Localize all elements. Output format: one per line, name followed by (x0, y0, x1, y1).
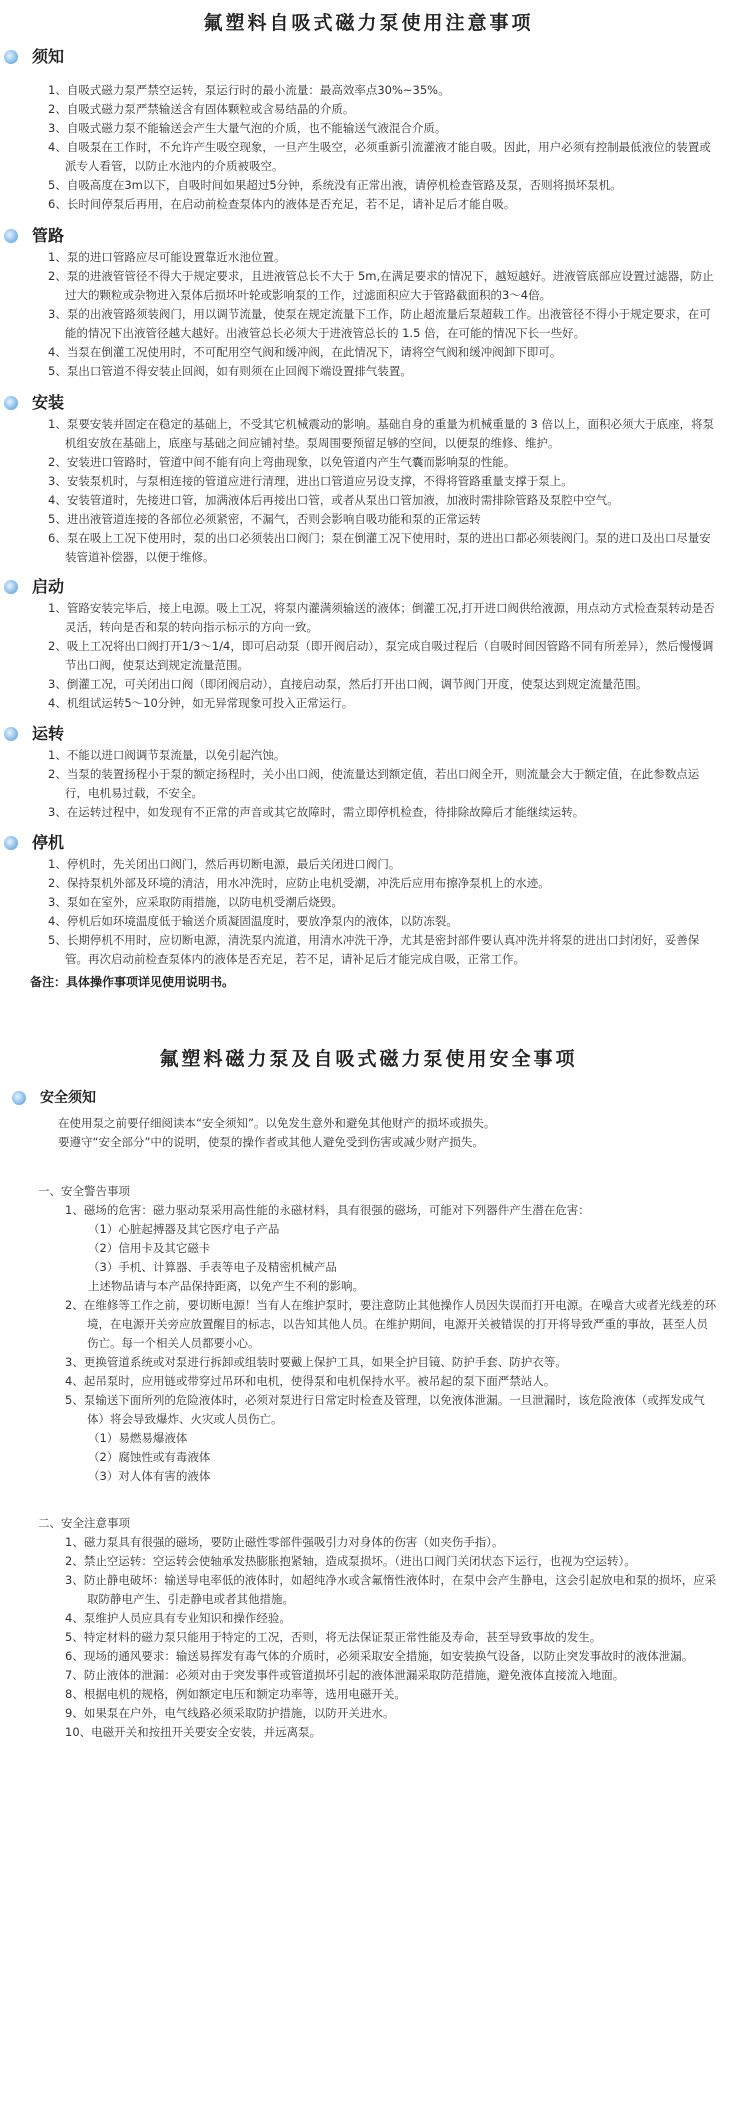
remark-note: 备注：具体操作事项详见使用说明书。 (30, 975, 235, 989)
bullet-dot-icon (4, 396, 18, 410)
part-heading: 一、安全警告事项 (38, 1184, 130, 1198)
sub-list-item: （1）易燃易爆液体 (88, 1431, 188, 1445)
section-anzhuang (0, 391, 737, 567)
list-item: 3、自吸式磁力泵不能输送会产生大量气泡的介质，也不能输送气液混合介质。 (48, 121, 447, 135)
list-item: 5、长期停机不用时，应切断电源，清洗泵内流道，用清水冲洗干净，尤其是密封部件要认真冲洗并将泵的进出口封闭好，妥善保管。再次启动前检查泵体内的液体是否充足，若不足，请补足后才能完成自吸，正常工作。 (48, 933, 700, 966)
part-heading: 二、安全注意事项 (38, 1516, 130, 1530)
intro-paragraph: 要遵守“安全部分”中的说明，使泵的操作者或其他人避免受到伤害或减少财产损失。 (58, 1135, 484, 1149)
list-item: 1、泵要安装并固定在稳定的基础上，不受其它机械震动的影响。基础自身的重量为机械重量的 3 倍以上，面积必须大于底座，将泵机组安放在基础上，底座与基础之间应铺衬垫。泵周围要预留足够的空间，以便泵的维修、维护。 (48, 417, 714, 450)
list-item: 3、泵的出液管路须装阀门，用以调节流量，使泵在规定流量下工作，防止超流量后泵超载工作。出液管径不得小于规定要求，在可能的情况下出液管径越大越好。出液管总长必须大于进液管总长的 1.5 倍，在可能的情况下长一些好。 (48, 307, 711, 340)
list-item: 2、吸上工况将出口阀打开1/3～1/4，即可启动泵（即开阀启动），泵完成自吸过程后（自吸时间因管路不同有所差异），然后慢慢调节出口阀，使泵达到规定流量范围。 (48, 639, 714, 672)
list-item: 4、停机后如环境温度低于输送介质凝固温度时，要放净泵内的液体，以防冻裂。 (48, 914, 458, 928)
list-item: 5、泵输送下面所列的危险液体时，必须对泵进行日常定时检查及管理，以免液体泄漏。一旦泄漏时，该危险液体（或挥发成气体）将会导致爆炸、火灾或人员伤亡。 (65, 1393, 705, 1426)
bullet-dot-icon (12, 1091, 26, 1105)
sub-list-item: （3）对人体有害的液体 (88, 1469, 211, 1483)
section-title: 安装 (32, 393, 65, 412)
list-item: 6、长时间停泵后再用，在启动前检查泵体内的液体是否充足，若不足，请补足后才能自吸。 (48, 197, 516, 211)
section-title: 管路 (32, 226, 65, 245)
list-item: 5、进出液管道连接的各部位必须紧密，不漏气，否则会影响自吸功能和泵的正常运转 (48, 512, 481, 526)
list-item: 5、特定材料的磁力泵只能用于特定的工况，否则，将无法保证泵正常性能及寿命，甚至导致事故的发生。 (65, 1630, 602, 1644)
list-item: 4、当泵在倒灌工况使用时，不可配用空气阀和缓冲阀，在此情况下，请将空气阀和缓冲阀卸下即可。 (48, 345, 562, 359)
list-item: 5、自吸高度在3m以下，自吸时间如果超过5分钟，系统没有正常出液，请停机检查管路及泵，否则将损坏泵机。 (48, 178, 622, 192)
sub-list-item: （2）腐蚀性或有毒液体 (88, 1450, 211, 1464)
list-item: 4、泵维护人员应具有专业知识和操作经验。 (65, 1611, 291, 1625)
doc1-title: 氟塑料自吸式磁力泵使用注意事项 (203, 12, 534, 34)
list-item: 4、机组试运转5～10分钟，如无异常现象可投入正常运行。 (48, 696, 354, 710)
list-item: 4、自吸泵在工作时，不允许产生吸空现象，一旦产生吸空，必须重新引流灌液才能自吸。因此，用户必须有控制最低液位的装置或派专人看管，以防止水池内的介质被吸空。 (48, 140, 711, 173)
section-title: 停机 (32, 833, 65, 852)
bullet-dot-icon (4, 580, 18, 594)
list-item: 3、在运转过程中，如发现有不正常的声音或其它故障时，需立即停机检查，待排除故障后才能继续运转。 (48, 805, 585, 819)
list-item: 2、安装进口管路时，管道中间不能有向上弯曲现象，以免管道内产生气囊而影响泵的性能。 (48, 455, 516, 469)
list-item: 2、泵的进液管管径不得大于规定要求，且进液管总长不大于 5m,在满足要求的情况下，越短越好。进液管底部应设置过滤器，防止过大的颗粒或杂物进入泵体后损坏叶轮或影响泵的工作，过滤面积应大于管路截面积的3～4倍。 (48, 269, 714, 302)
section-title: 启动 (32, 577, 65, 596)
section-title: 安全须知 (40, 1090, 96, 1106)
intro-paragraph: 在使用泵之前要仔细阅读本“安全须知”。以免发生意外和避免其他财产的损坏或损失。 (58, 1116, 496, 1130)
bullet-dot-icon (4, 727, 18, 741)
list-item: 6、现场的通风要求：输送易挥发有毒气体的介质时，必须采取安全措施，如安装换气设备，以防止突发事故时的液体泄漏。 (65, 1649, 694, 1663)
list-item: 6、泵在吸上工况下使用时，泵的出口必须装出口阀门；泵在倒灌工况下使用时，泵的进出口都必须装阀门。泵的进口及出口尽量安装管道补偿器，以便于维修。 (48, 531, 711, 564)
list-item: 4、起吊泵时，应用链或带穿过吊环和电机，使得泵和电机保持水平。被吊起的泵下面严禁站人。 (65, 1374, 556, 1388)
sub-list-item: （2）信用卡及其它磁卡 (88, 1241, 211, 1255)
list-item: 3、更换管道系统或对泵进行拆卸或组装时要戴上保护工具，如果全护目镜、防护手套、防护衣等。 (65, 1355, 567, 1369)
section-qidong (0, 575, 737, 713)
section-title: 运转 (32, 724, 65, 743)
section-tingji (0, 831, 737, 992)
bullet-dot-icon (4, 50, 18, 64)
list-item-continuation: 上述物品请与本产品保持距离，以免产生不利的影响。 (88, 1279, 364, 1293)
list-item: 10、电磁开关和按扭开关要安全安装，并远离泵。 (65, 1725, 322, 1739)
bullet-dot-icon (4, 229, 18, 243)
list-item: 1、泵的进口管路应尽可能设置靠近水池位置。 (48, 250, 286, 264)
bullet-dot-icon (4, 836, 18, 850)
list-item: 8、根据电机的规格，例如额定电压和额定功率等，选用电磁开关。 (65, 1687, 406, 1701)
list-item: 1、管路安装完毕后，接上电源。吸上工况，将泵内灌满须输送的液体；倒灌工况,打开进口阀供给液源，用点动方式检查泵转动是否灵活，转向是否和泵的转向指示标示的方向一致。 (48, 601, 715, 634)
list-item: 1、磁力泵具有很强的磁场，要防止磁性零部件强吸引力对身体的伤害（如夹伤手指）。 (65, 1535, 504, 1549)
section-heading (4, 575, 737, 599)
sub-list-item: （3）手机、计算器、手表等电子及精密机械产品 (88, 1260, 337, 1274)
section-heading (4, 831, 737, 855)
list-item: 2、自吸式磁力泵严禁输送含有固体颗粒或含易结晶的介质。 (48, 102, 355, 116)
section-xuzhi (0, 45, 737, 214)
section-yunzhuan (0, 722, 737, 822)
section-heading (4, 45, 737, 69)
list-item: 1、磁场的危害：磁力驱动泵采用高性能的永磁材料，具有很强的磁场，可能对下列器件产生潜在危害： (65, 1203, 590, 1217)
section-heading (4, 391, 737, 415)
list-item: 3、倒灌工况，可关闭出口阀（即闭阀启动），直接启动泵，然后打开出口阀，调节阀门开度，使泵达到规定流量范围。 (48, 677, 648, 691)
list-item: 2、禁止空运转：空运转会使轴承发热膨胀抱紧轴，造成泵损坏。（进出口阀门关闭状态下运行，也视为空运转）。 (65, 1554, 636, 1568)
section-anquan-xuzhi (0, 1086, 737, 1742)
list-item: 5、泵出口管道不得安装止回阀，如有则须在止回阀下端设置排气装置。 (48, 364, 412, 378)
list-item: 1、不能以进口阀调节泵流量，以免引起汽蚀。 (48, 748, 286, 762)
section-heading (12, 1086, 737, 1110)
section-title: 须知 (32, 47, 65, 66)
doc2-title: 氟塑料磁力泵及自吸式磁力泵使用安全事项 (159, 1048, 578, 1070)
list-item: 2、当泵的装置扬程小于泵的额定扬程时，关小出口阀，使流量达到额定值，若出口阀全开，则流量会大于额定值，在此参数点运行，电机易过载，不安全。 (48, 767, 700, 800)
list-item: 7、防止液体的泄漏：必须对由于突发事件或管道损坏引起的液体泄漏采取防范措施，避免液体直接流入地面。 (65, 1668, 625, 1682)
list-item: 3、泵如在室外，应采取防雨措施，以防电机受潮后烧毁。 (48, 895, 343, 909)
list-item: 9、如果泵在户外，电气线路必须采取防护措施，以防开关进水。 (65, 1706, 395, 1720)
list-item: 1、自吸式磁力泵严禁空运转，泵运行时的最小流量：最高效率点30%~35%。 (48, 83, 450, 97)
list-item: 3、安装泵机时，与泵相连接的管道应进行清理，进出口管道应另设支撑，不得将管路重量支撑于泵上。 (48, 474, 573, 488)
list-item: 4、安装管道时，先接进口管，加满液体后再接出口管，或者从泵出口管加液，加液时需排除管路及泵腔中空气。 (48, 493, 619, 507)
list-item: 2、在维修等工作之前，要切断电源！当有人在维护泵时，要注意防止其他操作人员因失误而打开电源。在噪音大或者光线差的环境，在电源开关旁应放置醒目的标志，以告知其他人员。在维护期间，电源开关被错误的打开将导致严重的事故，甚至人员伤亡。每一个相关人员都要小心。 (65, 1298, 717, 1350)
sub-list-item: （1）心脏起搏器及其它医疗电子产品 (88, 1222, 280, 1236)
list-item: 3、防止静电破坏：输送导电率低的液体时，如超纯净水或含氟惰性液体时，在泵中会产生静电，这会引起放电和泵的损坏，应采取防静电产生、引走静电或者其他措施。 (65, 1573, 717, 1606)
section-guanlu (0, 224, 737, 381)
list-item: 2、保持泵机外部及环境的清洁，用水冲洗时，应防止电机受潮，冲洗后应用布擦净泵机上的水迹。 (48, 876, 550, 890)
list-item: 1、停机时，先关闭出口阀门，然后再切断电源，最后关闭进口阀门。 (48, 857, 401, 871)
section-heading (4, 224, 737, 248)
section-heading (4, 722, 737, 746)
